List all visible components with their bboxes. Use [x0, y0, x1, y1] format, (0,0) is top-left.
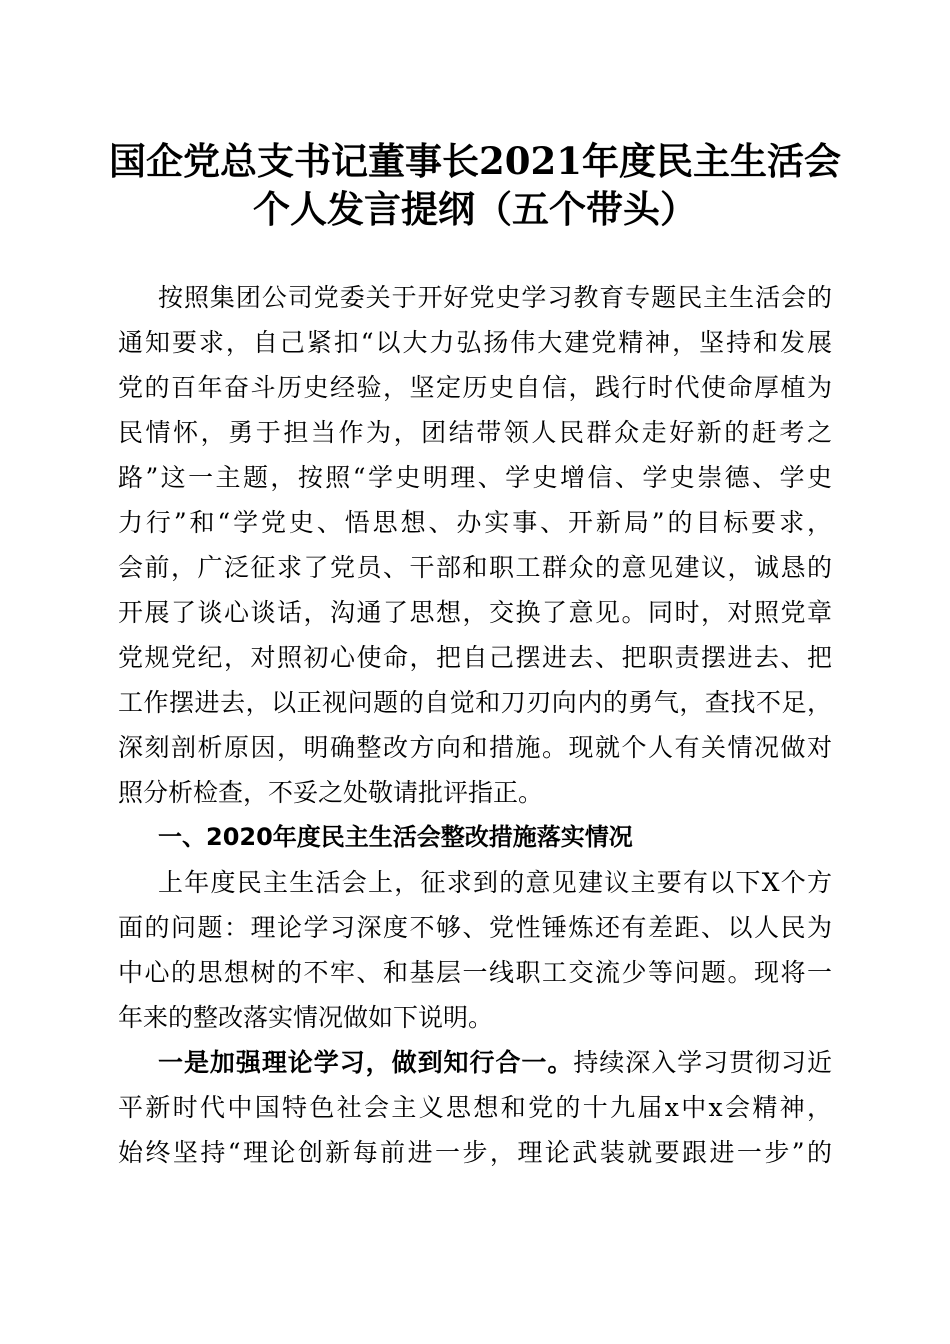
paragraph-1-line: 力行”和“学党史、悟思想、办实事、开新局”的目标要求， [118, 508, 832, 537]
paragraph-3-lead: 一是加强理论学习，做到知行合一。 [158, 1048, 574, 1077]
paragraph-3-line: 始终坚持“理论创新每前进一步，理论武装就要跟进一步”的 [118, 1138, 832, 1167]
paragraph-1-line: 深刻剖析原因，明确整改方向和措施。现就个人有关情况做对 [118, 733, 832, 762]
paragraph-1-line: 路”这一主题，按照“学史明理、学史增信、学史崇德、学史 [118, 463, 832, 492]
paragraph-1-line: 会前，广泛征求了党员、干部和职工群众的意见建议，诚恳的 [118, 553, 832, 582]
document-title-line-2: 个人发言提纲（五个带头） [253, 187, 697, 231]
paragraph-1-line: 工作摆进去，以正视问题的自觉和刀刃向内的勇气，查找不足， [118, 688, 832, 717]
paragraph-2-line: 上年度民主生活会上，征求到的意见建议主要有以下X个方 [158, 868, 832, 897]
paragraph-2-line: 面的问题：理论学习深度不够、党性锤炼还有差距、以人民为 [118, 913, 832, 942]
paragraph-2-line: 年来的整改落实情况做如下说明。 [118, 1003, 494, 1032]
paragraph-1-line: 开展了谈心谈话，沟通了思想，交换了意见。同时，对照党章 [118, 598, 832, 627]
section-heading-1: 一、2020年度民主生活会整改措施落实情况 [158, 823, 633, 851]
paragraph-1-line: 按照集团公司党委关于开好党史学习教育专题民主生活会的 [158, 283, 832, 312]
paragraph-3-line: 平新时代中国特色社会主义思想和党的十九届x中x会精神， [118, 1093, 832, 1122]
paragraph-1-line: 民情怀，勇于担当作为，团结带领人民群众走好新的赶考之 [118, 418, 832, 447]
document-title-line-1: 国企党总支书记董事长2021年度民主生活会 [109, 139, 841, 183]
paragraph-1-line: 通知要求，自己紧扣“以大力弘扬伟大建党精神，坚持和发展 [118, 328, 832, 357]
paragraph-2-line: 中心的思想树的不牢、和基层一线职工交流少等问题。现将一 [118, 958, 832, 987]
paragraph-1-line: 照分析检查，不妥之处敬请批评指正。 [118, 778, 544, 807]
paragraph-1-line: 党规党纪，对照初心使命，把自己摆进去、把职责摆进去、把 [118, 643, 832, 672]
paragraph-3-line-text: 持续深入学习贯彻习近 [573, 1048, 832, 1077]
paragraph-3-line [158, 1040, 832, 1085]
paragraph-1-line: 党的百年奋斗历史经验，坚定历史自信，践行时代使命厚植为 [118, 373, 832, 402]
